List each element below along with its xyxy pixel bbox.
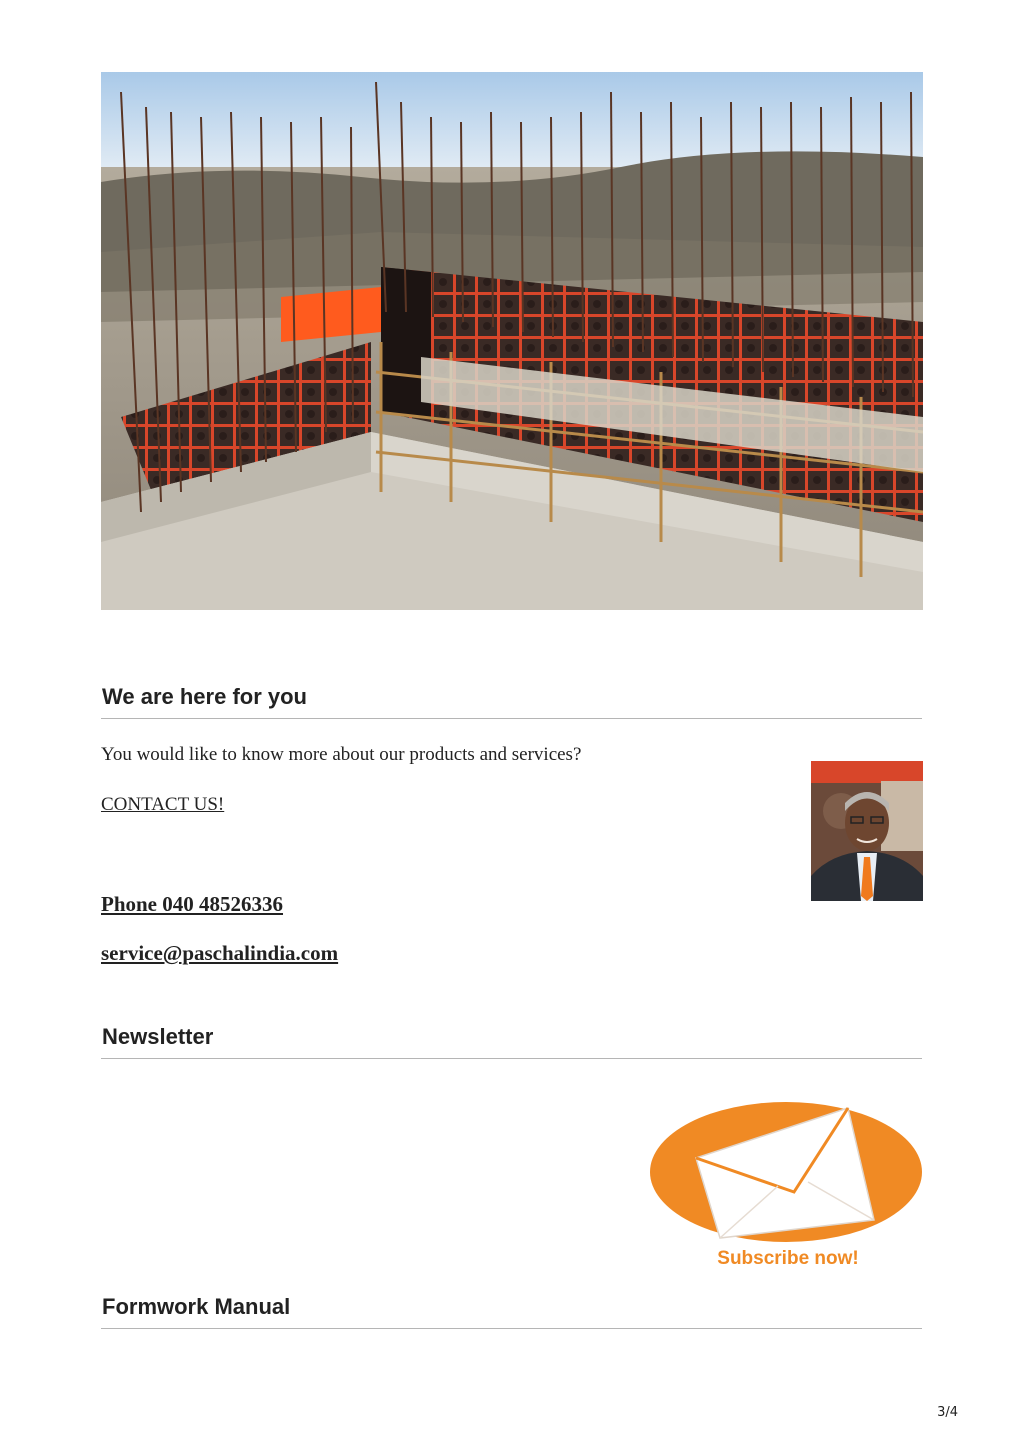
subscribe-now-button[interactable] bbox=[648, 1100, 924, 1272]
formwork-manual-title: Formwork Manual bbox=[102, 1294, 291, 1319]
envelope-icon bbox=[650, 1102, 922, 1242]
contact-section-title: We are here for you bbox=[102, 684, 307, 709]
formwork-manual-divider bbox=[101, 1328, 922, 1329]
subscribe-now-label: Subscribe now! bbox=[717, 1248, 859, 1269]
contact-us-link[interactable]: CONTACT US! bbox=[101, 794, 225, 815]
newsletter-section-title: Newsletter bbox=[102, 1024, 214, 1049]
phone-link[interactable]: Phone 040 48526336 bbox=[101, 892, 284, 916]
contact-section-divider bbox=[101, 718, 922, 719]
hero-construction-image bbox=[101, 72, 923, 610]
contact-intro-text: You would like to know more about our products and services? bbox=[101, 744, 582, 765]
newsletter-section-divider bbox=[101, 1058, 922, 1059]
email-link[interactable]: service@paschalindia.com bbox=[101, 941, 339, 965]
page-number: 3/4 bbox=[937, 1405, 958, 1420]
contact-person-avatar bbox=[811, 761, 923, 901]
